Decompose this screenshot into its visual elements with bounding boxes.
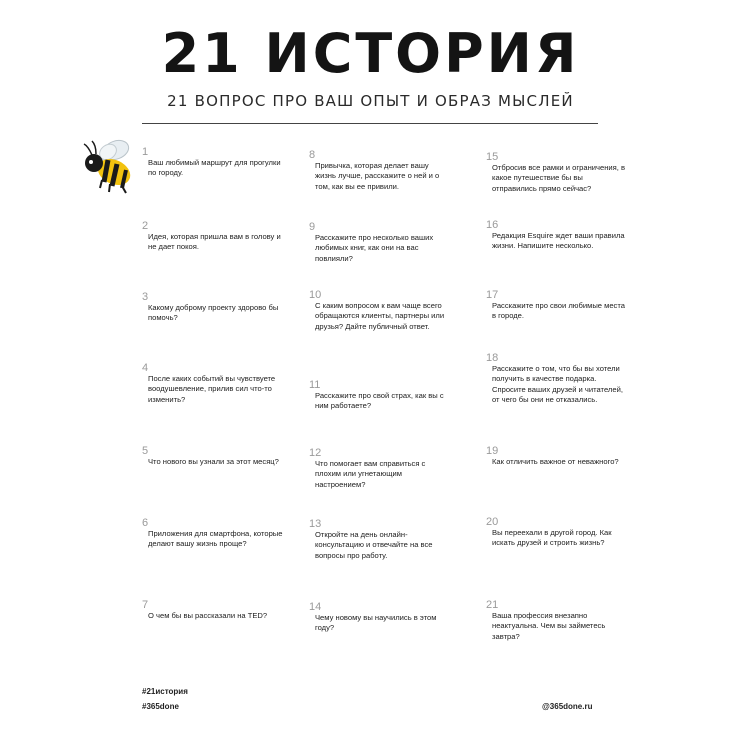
- question-text: С каким вопросом к вам чаще всего обращаются клиенты, партнеры или друзья? Дайте публичный ответ.: [315, 301, 445, 331]
- question-number: 21: [486, 599, 499, 611]
- page-title: 21 ИСТОРИЯ: [161, 22, 580, 85]
- question-text: Приложения для смартфона, которые делают вашу жизнь проще?: [148, 529, 283, 549]
- question-number: 15: [486, 151, 499, 163]
- question-number: 1: [142, 146, 149, 158]
- question-text: Расскажите про свой страх, как вы с ним работаете?: [315, 391, 444, 411]
- question-17: [486, 289, 627, 322]
- question-7: [142, 599, 283, 621]
- question-8: [309, 149, 450, 192]
- question-16: [486, 219, 627, 252]
- question-text: Редакция Esquire ждет ваши правила жизни. Напишите несколько.: [492, 231, 625, 251]
- question-9: [309, 221, 450, 264]
- question-4: [142, 362, 283, 405]
- question-text: Расскажите про свои любимые места в городе.: [492, 301, 625, 321]
- question-text: Как отличить важное от неважного?: [492, 457, 619, 466]
- question-text: О чем бы вы рассказали на TED?: [148, 611, 268, 620]
- instagram-handle: @365done.ru: [542, 702, 593, 711]
- question-12: [309, 447, 450, 490]
- question-number: 9: [309, 221, 316, 233]
- question-19: [486, 445, 627, 467]
- page-subtitle: 21 ВОПРОС ПРО ВАШ ОПЫТ И ОБРАЗ МЫСЛЕЙ: [167, 92, 574, 110]
- question-number: 14: [309, 601, 322, 613]
- question-number: 12: [309, 447, 322, 459]
- question-text: Ваша профессия внезапно неактуальна. Чем вы займетесь завтра?: [492, 611, 606, 641]
- question-text: После каких событий вы чувствуете воодушевление, прилив сил что-то изменить?: [148, 374, 276, 404]
- question-text: Отбросив все рамки и ограничения, в какое путешествие бы вы отправились прямо сейчас?: [492, 163, 625, 193]
- question-number: 19: [486, 445, 499, 457]
- question-number: 4: [142, 362, 149, 374]
- question-number: 20: [486, 516, 499, 528]
- question-6: [142, 517, 283, 550]
- question-11: [309, 379, 450, 412]
- question-text: Откройте на день онлайн-консультацию и отвечайте на все вопросы про работу.: [315, 530, 433, 560]
- question-text: Привычка, которая делает вашу жизнь лучше, расскажите о ней и о том, как вы ее привили.: [315, 161, 440, 191]
- question-text: Что нового вы узнали за этот месяц?: [148, 457, 279, 466]
- question-number: 3: [142, 291, 149, 303]
- question-10: [309, 289, 450, 332]
- question-text: Идея, которая пришла вам в голову и не дает покоя.: [148, 232, 281, 252]
- question-13: [309, 518, 450, 561]
- question-15: [486, 151, 627, 194]
- hashtag-365done: #365done: [142, 702, 179, 711]
- question-number: 17: [486, 289, 499, 301]
- question-number: 11: [309, 379, 321, 391]
- question-text: Расскажите о том, что бы вы хотели получить в качестве подарка. Спросите ваших друзей и читателей, от чего бы они не отказались.: [492, 364, 623, 405]
- question-text: Что помогает вам справиться с плохим или угнетающим настроением?: [315, 459, 426, 489]
- question-18: [486, 352, 627, 406]
- question-text: Вы переехали в другой город. Как искать друзей и строить жизнь?: [492, 528, 612, 548]
- divider: [142, 123, 598, 124]
- question-text: Ваш любимый маршрут для прогулки по городу.: [148, 158, 281, 178]
- question-14: [309, 601, 450, 634]
- question-number: 16: [486, 219, 499, 231]
- question-text: Какому доброму проекту здорово бы помочь?: [148, 303, 279, 323]
- question-number: 13: [309, 518, 322, 530]
- question-number: 5: [142, 445, 149, 457]
- question-number: 8: [309, 149, 316, 161]
- question-3: [142, 291, 283, 324]
- hashtag-21istoriya: #21история: [142, 687, 188, 696]
- question-21: [486, 599, 627, 642]
- question-5: [142, 445, 283, 467]
- question-number: 10: [309, 289, 322, 301]
- bee-icon: [78, 136, 140, 198]
- question-text: Чему новому вы научились в этом году?: [315, 613, 437, 633]
- question-number: 2: [142, 220, 149, 232]
- question-1: [142, 146, 283, 179]
- question-number: 6: [142, 517, 149, 529]
- question-number: 18: [486, 352, 499, 364]
- question-number: 7: [142, 599, 149, 611]
- question-20: [486, 516, 627, 549]
- question-text: Расскажите про несколько ваших любимых книг, как они на вас повлияли?: [315, 233, 434, 263]
- question-2: [142, 220, 283, 253]
